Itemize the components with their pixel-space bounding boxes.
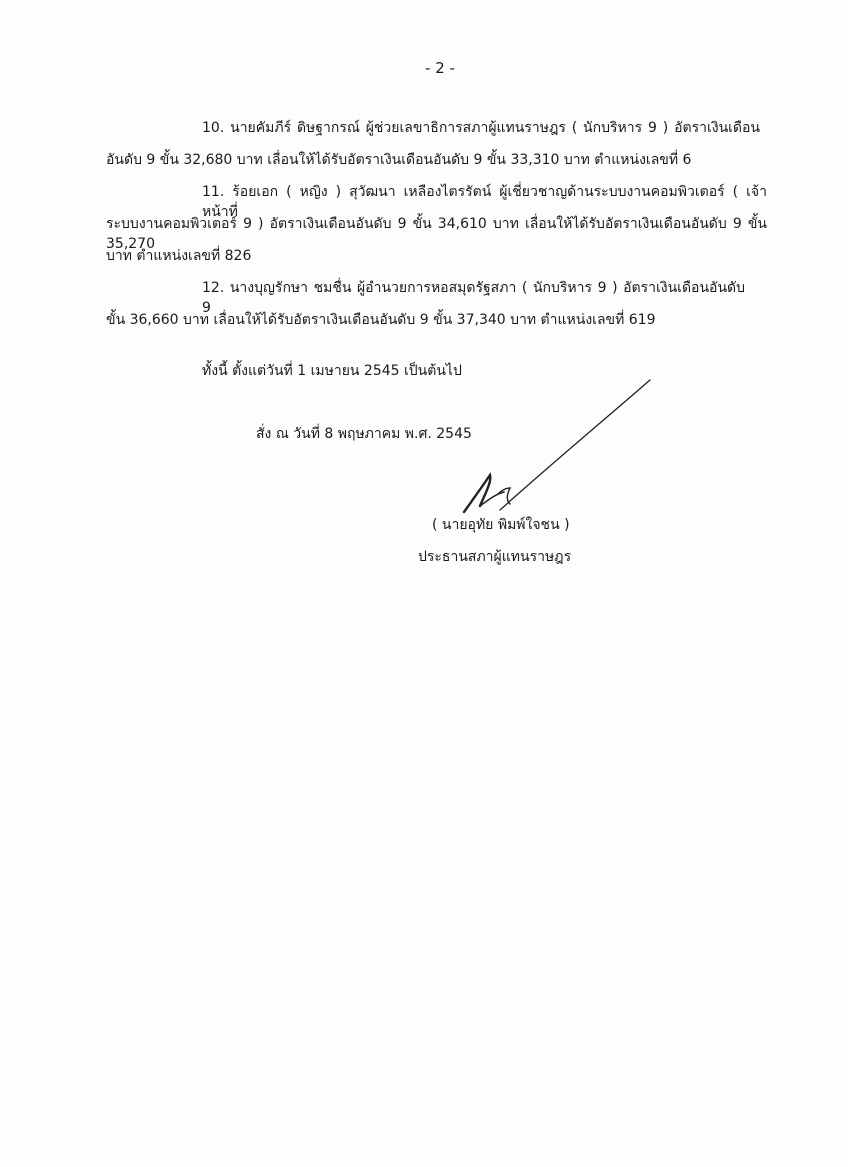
item-10-line-1: 10. นายคัมภีร์ ดิษฐากรณ์ ผู้ช่วยเลขาธิการสภาผู้แทนราษฎร ( นักบริหาร 9 ) อัตราเงินเดือน [202, 120, 760, 136]
page-number: - 2 - [425, 59, 455, 77]
signer-name: ( นายอุทัย พิมพ์ใจชน ) [432, 517, 570, 533]
item-10-line-2: อันดับ 9 ขั้น 32,680 บาท เลื่อนให้ได้รับอัตราเงินเดือนอันดับ 9 ขั้น 33,310 บาท ตำแหน่งเลขที่ 6 [106, 152, 692, 168]
item-11-line-1: 11. ร้อยเอก ( หญิง ) สุวัฒนา เหลืองไตรรัตน์ ผู้เชี่ยวชาญด้านระบบงานคอมพิวเตอร์ ( เจ้าหน้าที่ [202, 184, 767, 220]
item-12-line-1: 12. นางบุญรักษา ชมชื่น ผู้อำนวยการหอสมุดรัฐสภา ( นักบริหาร 9 ) อัตราเงินเดือนอันดับ 9 [202, 280, 745, 316]
signer-title: ประธานสภาผู้แทนราษฎร [418, 549, 572, 565]
effective-date: ทั้งนี้ ตั้งแต่วันที่ 1 เมษายน 2545 เป็นต้นไป [202, 363, 462, 379]
item-11-line-3: บาท ตำแหน่งเลขที่ 826 [106, 248, 252, 264]
order-date: สั่ง ณ วันที่ 8 พฤษภาคม พ.ศ. 2545 [256, 426, 472, 442]
item-11-line-2: ระบบงานคอมพิวเตอร์ 9 ) อัตราเงินเดือนอันดับ 9 ขั้น 34,610 บาท เลื่อนให้ได้รับอัตราเงินเดือนอันดับ 9 ขั้น 35,270 [106, 216, 767, 252]
item-12-line-2: ขั้น 36,660 บาท เลื่อนให้ได้รับอัตราเงินเดือนอันดับ 9 ขั้น 37,340 บาท ตำแหน่งเลขที่ 619 [106, 312, 656, 328]
handwritten-signature [440, 370, 670, 530]
